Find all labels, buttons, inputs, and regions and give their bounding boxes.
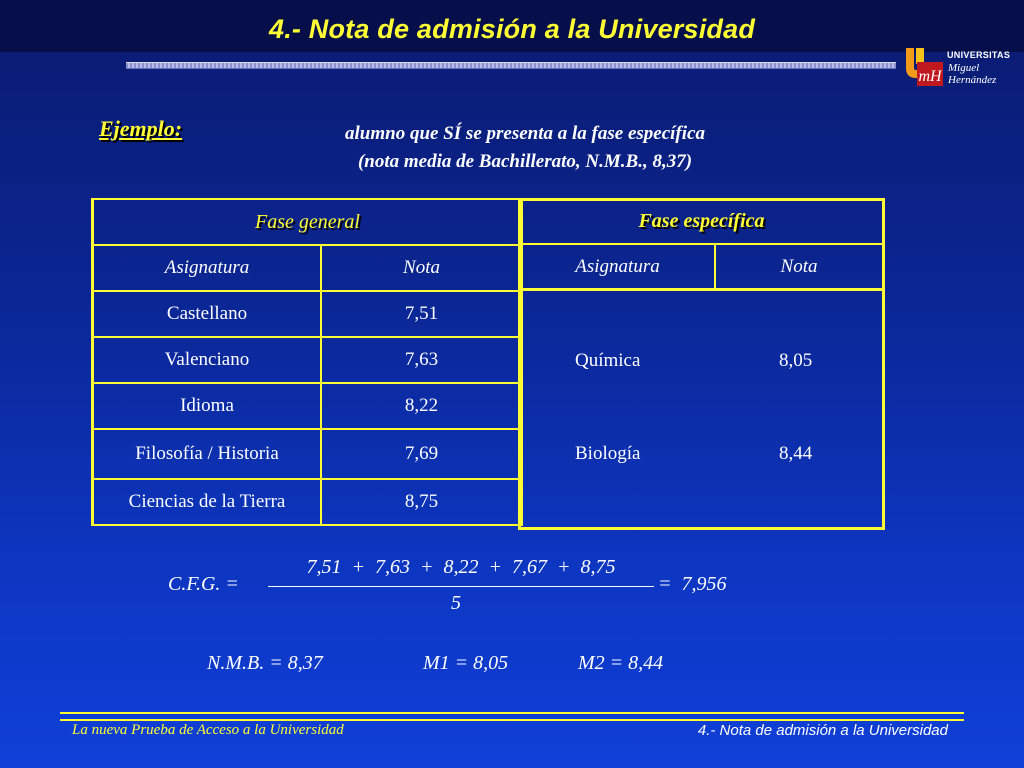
specific-subject-2: Biología bbox=[575, 443, 641, 464]
specific-col-grade: Nota bbox=[780, 256, 818, 277]
svg-text:mH: mH bbox=[918, 68, 942, 85]
logo-hernandez-text: Hernández bbox=[948, 74, 997, 86]
formula-result: = 7,956 bbox=[658, 573, 727, 595]
slide-title: 4.- Nota de admisión a la Universidad bbox=[268, 14, 756, 44]
example-description bbox=[250, 120, 800, 176]
subtitle-line-2: (nota media de Bachillerato, N.M.B., 8,37) bbox=[357, 151, 693, 172]
specific-col-subject: Asignatura bbox=[521, 245, 716, 288]
general-phase-table bbox=[91, 198, 523, 526]
umh-logo-icon bbox=[902, 44, 946, 88]
table-cell-subject: Filosofía / Historia bbox=[93, 429, 322, 479]
table-cell-grade: 7,51 bbox=[321, 291, 522, 337]
subtitle-line-1: alumno que SÍ se presenta a la fase específica bbox=[345, 123, 705, 144]
general-col-subject: Asignatura bbox=[93, 245, 322, 291]
title-underline bbox=[126, 62, 896, 69]
formula-m1: M1 = 8,05 bbox=[423, 652, 509, 674]
formula-lhs: C.F.G. = bbox=[168, 573, 239, 595]
general-col-grade: Nota bbox=[321, 245, 522, 291]
formula-nmb: N.M.B. = 8,37 bbox=[207, 652, 323, 674]
specific-subject-1: Química bbox=[575, 350, 641, 371]
specific-grade-2: 8,44 bbox=[779, 443, 813, 464]
specific-grade-1: 8,05 bbox=[779, 350, 813, 371]
logo-universitas-text: UNIVERSITAS bbox=[947, 50, 1011, 60]
university-logo bbox=[902, 44, 1020, 88]
table-cell-grade: 8,75 bbox=[321, 479, 522, 525]
specific-phase-header-block bbox=[518, 198, 885, 291]
formula-m2: M2 = 8,44 bbox=[578, 652, 664, 674]
table-cell-subject: Ciencias de la Tierra bbox=[93, 479, 322, 525]
specific-phase-header: Fase específica bbox=[521, 201, 882, 245]
logo-miguel-text: Miguel bbox=[948, 62, 980, 74]
table-cell-grade: 7,63 bbox=[321, 337, 522, 383]
footer-right-text: 4.- Nota de admisión a la Universidad bbox=[697, 722, 948, 739]
footer-divider bbox=[60, 712, 964, 721]
table-cell-subject: Idioma bbox=[93, 383, 322, 429]
specific-phase-body bbox=[518, 288, 885, 530]
formula-fraction-bar bbox=[268, 586, 654, 587]
table-cell-subject: Castellano bbox=[93, 291, 322, 337]
example-label: Ejemplo: bbox=[99, 116, 183, 141]
general-phase-header: Fase general bbox=[93, 199, 523, 245]
table-cell-grade: 8,22 bbox=[321, 383, 522, 429]
table-cell-grade: 7,69 bbox=[321, 429, 522, 479]
formula-denominator: 5 bbox=[451, 592, 461, 614]
formula-numerator: 7,51 + 7,63 + 8,22 + 7,67 + 8,75 bbox=[306, 556, 616, 578]
footer-left-text: La nueva Prueba de Acceso a la Universidad bbox=[72, 722, 344, 738]
table-cell-subject: Valenciano bbox=[93, 337, 322, 383]
